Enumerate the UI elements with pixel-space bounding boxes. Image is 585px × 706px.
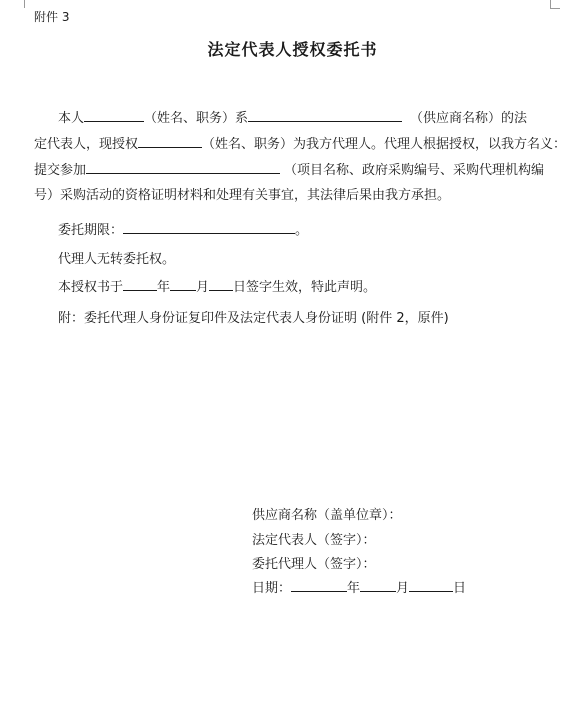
blank-date-month (360, 578, 396, 592)
sig-supplier (252, 504, 402, 523)
body-line-4 (34, 184, 450, 203)
text-sig-supplier: 供应商名称（盖单位章）： (252, 508, 402, 523)
effective-line (58, 276, 376, 295)
text-effective-prefix: 本授权书于 (58, 280, 124, 295)
blank-effective-day (209, 277, 233, 291)
text-sig-legal-rep: 法定代表人（签字）： (252, 533, 376, 548)
sig-date (252, 577, 466, 596)
text-submit: 提交参加 (34, 163, 87, 178)
text-term-label: 委托期限： (58, 223, 124, 238)
text-agent-clause: （姓名、职务）为我方代理人。代理人根据授权，以我方名义： (202, 137, 567, 152)
text-sig-agent: 委托代理人（签字）： (252, 557, 376, 572)
blank-project (86, 160, 280, 174)
margin-mark-right (550, 0, 552, 8)
blank-date-year (291, 578, 347, 592)
text-date-year: 年 (347, 581, 361, 596)
blank-effective-month (170, 277, 196, 291)
text-benren: 本人 (58, 111, 85, 126)
text-date-month: 月 (396, 581, 410, 596)
sig-agent (252, 553, 376, 572)
text-project-label: （项目名称、政府采购编号、采购代理机构编 (284, 163, 545, 178)
body-line-1 (58, 107, 527, 126)
annex-label: 附件 3 (34, 10, 70, 24)
body-line-3 (34, 159, 544, 178)
body-line-2 (34, 133, 566, 152)
blank-term (123, 220, 295, 234)
blank-date-day (409, 578, 453, 592)
blank-supplier-name (248, 108, 402, 122)
attachment-line (58, 307, 449, 326)
text-effective-month: 月 (196, 280, 210, 295)
text-effective-year: 年 (157, 280, 171, 295)
blank-name-title (84, 108, 144, 122)
text-date-day: 日 (453, 581, 467, 596)
sig-legal-rep (252, 529, 376, 548)
blank-agent-name (138, 134, 202, 148)
text-authorize: 定代表人，现授权 (34, 137, 139, 152)
text-term-end: 。 (295, 223, 309, 238)
text-date-label: 日期： (252, 581, 292, 596)
margin-mark-right-h (550, 8, 560, 10)
text-no-transfer: 代理人无转委托权。 (58, 252, 176, 267)
blank-effective-year (123, 277, 157, 291)
text-name-title-label: （姓名、职务）系 (144, 111, 249, 126)
text-attachment: 附：委托代理人身份证复印件及法定代表人身份证明 (附件 2，原件) (58, 311, 449, 326)
no-transfer-line (58, 248, 175, 267)
term-line (58, 219, 308, 238)
text-effective-suffix: 日签字生效，特此声明。 (233, 280, 377, 295)
margin-mark-left (24, 0, 26, 8)
document-title: 法定代表人授权委托书 (207, 40, 378, 59)
text-consequence: 号）采购活动的资格证明材料和处理有关事宜，其法律后果由我方承担。 (34, 188, 451, 203)
text-supplier-label: （供应商名称）的法 (410, 111, 528, 126)
